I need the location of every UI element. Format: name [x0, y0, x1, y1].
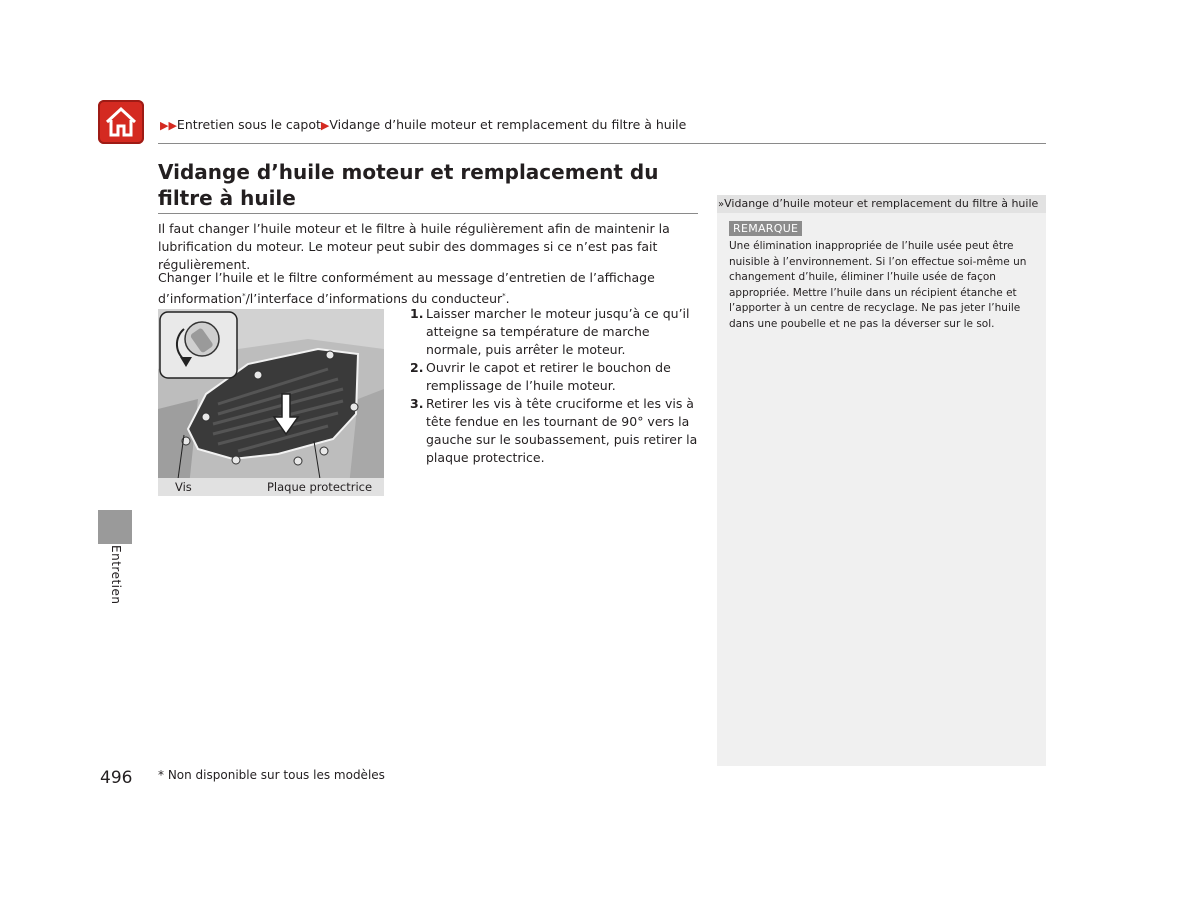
intro-paragraph: Il faut changer l’huile moteur et le filtre à huile régulièrement afin de maintenir la lubrification du moteur. Le moteur peut subir des dommages si ce n’est pas fait régulièrement. [158, 221, 670, 272]
footnote: * Non disponible sur tous les modèles [158, 768, 385, 782]
breadcrumb-item-maintenance[interactable]: Entretien sous le capot [176, 117, 321, 132]
figure-caption [158, 478, 384, 496]
breadcrumb-arrow-icon: ▶▶ [160, 119, 177, 132]
list-item: 2. Ouvrir le capot et retirer le bouchon de remplissage de l’huile moteur. [410, 360, 671, 393]
breadcrumb-arrow-icon: ▶ [320, 119, 330, 132]
home-button[interactable] [98, 100, 144, 144]
breadcrumb [160, 117, 686, 132]
breadcrumb-item-current: Vidange d’huile moteur et remplacement du filtre à huile [329, 117, 687, 132]
header-divider [158, 143, 1046, 144]
sidebar-heading: »Vidange d’huile moteur et remplacement du filtre à huile [717, 195, 1046, 213]
page-title: Vidange d’huile moteur et remplacement du filtre à huile [158, 160, 659, 210]
footnote-marker[interactable]: * [242, 292, 246, 300]
chapter-tab[interactable] [98, 510, 132, 544]
home-icon [104, 105, 138, 139]
footnote-marker[interactable]: * [502, 292, 506, 300]
note-text: Une élimination inappropriée de l’huile usée peut être nuisible à l’environnement. Si l’on effectue soi-même un changement d’huile, éliminer l’huile usée de façon appropriée. Mettre l’huile dans un récipient étanche et l’apporter à un centre de recyclage. Ne pas jeter l’huile dans une poubelle et ne pas la déverser sur le sol. [729, 240, 1027, 330]
callout-skid-plate: Plaque protectrice [267, 480, 373, 494]
page-number: 496 [100, 768, 133, 788]
note-badge: REMARQUE [729, 221, 802, 236]
list-item: 3. Retirer les vis à tête cruciforme et les vis à tête fendue en les tournant de 90° vers la gauche sur le soubassement, puis retirer la plaque protectrice. [410, 396, 698, 465]
callout-screws: Vis [175, 480, 192, 494]
chapter-label: Entretien [109, 545, 123, 605]
list-item: 1. Laisser marcher le moteur jusqu’à ce qu’il atteigne sa température de marche normale, puis arrêter le moteur. [410, 306, 690, 357]
reference-icon: » [718, 199, 725, 210]
title-divider [158, 213, 698, 214]
skid-plate-illustration [158, 309, 384, 496]
steps-list [410, 305, 705, 467]
instruction-paragraph: Changer l’huile et le filtre conformément au message d’entretien de l’affichage d’information*/l’interface d’informations du conducteur*. [158, 270, 655, 307]
